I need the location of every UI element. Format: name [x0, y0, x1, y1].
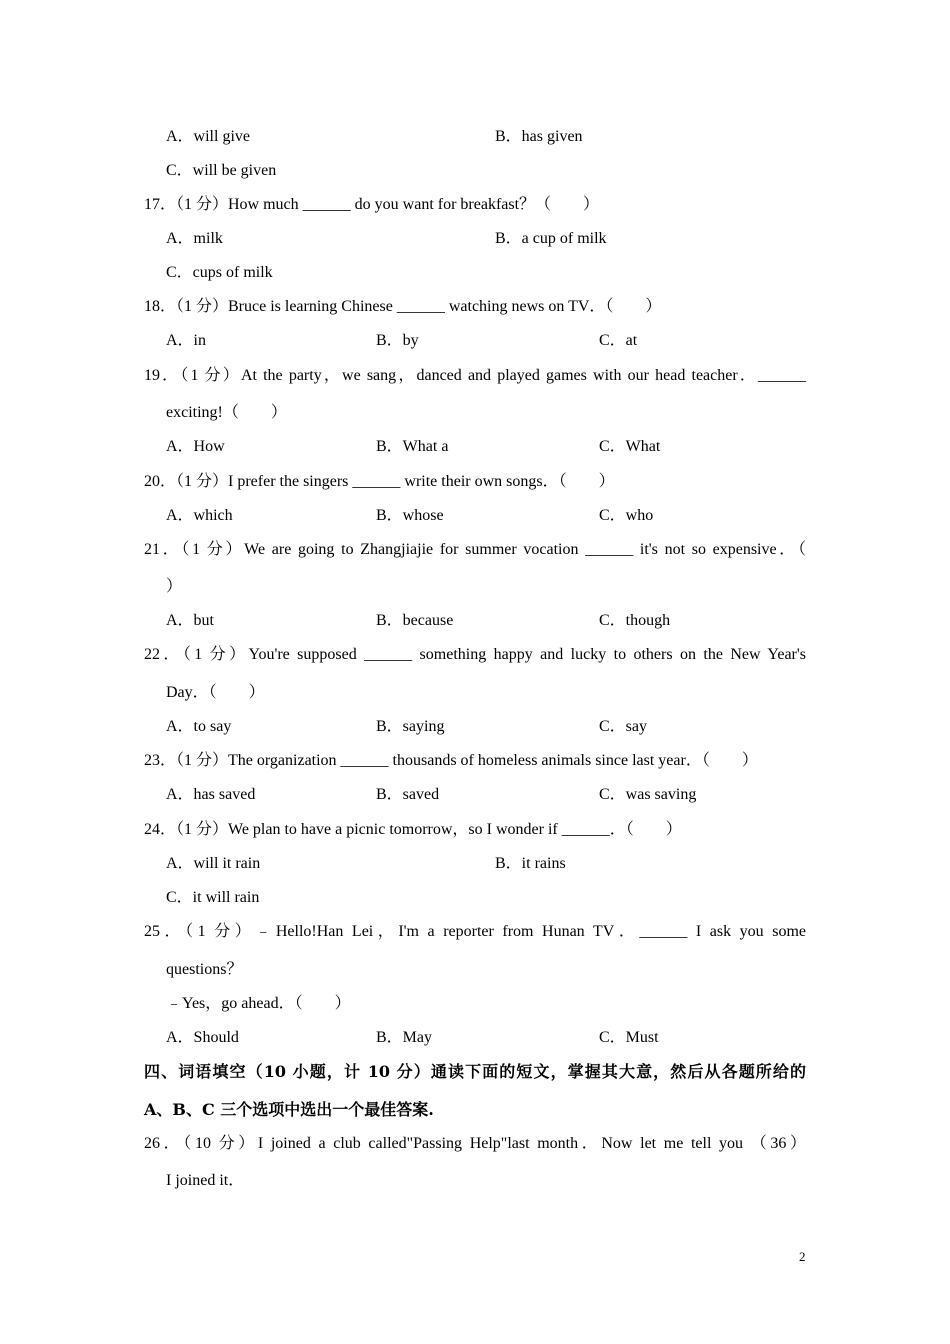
q23-option-a[interactable]: A．has saved: [166, 786, 256, 803]
q20-option-b[interactable]: B．whose: [376, 507, 444, 524]
q21-option-b[interactable]: B．because: [376, 612, 454, 629]
q24-option-c[interactable]: C．it will rain: [166, 889, 260, 906]
question-19-continued: exciting!（ ）: [166, 404, 287, 421]
q18-option-c[interactable]: C．at: [599, 332, 638, 349]
question-22-continued: Day．（ ）: [166, 684, 265, 701]
q18-option-a[interactable]: A．in: [166, 332, 207, 349]
q19-option-c[interactable]: C．What: [599, 438, 661, 455]
question-21-continued: ）: [166, 578, 183, 595]
question-26-continued: I joined it．: [166, 1172, 245, 1189]
q24-option-a[interactable]: A．will it rain: [166, 855, 261, 872]
question-25-continued: questions？: [166, 961, 243, 978]
q19-option-b[interactable]: B．What a: [376, 438, 449, 455]
q17-option-a[interactable]: A．milk: [166, 230, 223, 247]
q20-option-c[interactable]: C．who: [599, 507, 654, 524]
question-19: 19．（1 分）At the party，we sang，danced and played games with our head teacher．______: [144, 367, 806, 384]
q18-option-b[interactable]: B．by: [376, 332, 419, 349]
question-25-reply: ﹣Yes，go ahead．（ ）: [166, 995, 351, 1012]
q24-option-b[interactable]: B．it rains: [495, 855, 566, 872]
q17-option-b[interactable]: B．a cup of milk: [495, 230, 607, 247]
section-4-heading: 四、词语填空（10 小题，计 10 分）通读下面的短文，掌握其大意，然后从各题所给的: [144, 1062, 806, 1081]
q25-option-a[interactable]: A．Should: [166, 1029, 239, 1046]
q23-option-c[interactable]: C．was saving: [599, 786, 697, 803]
q21-option-c[interactable]: C．though: [599, 612, 671, 629]
q25-option-b[interactable]: B．May: [376, 1029, 433, 1046]
question-25: 25．（1 分）﹣Hello!Han Lei，I'm a reporter from Hunan TV．______ I ask you some: [144, 923, 806, 940]
q17-option-c[interactable]: C．cups of milk: [166, 264, 273, 281]
q16-option-b[interactable]: B．has given: [495, 128, 583, 145]
q16-option-c[interactable]: C．will be given: [166, 162, 277, 179]
question-18: 18．（1 分）Bruce is learning Chinese ______ watching news on TV．（ ）: [144, 298, 662, 315]
question-21: 21．（1 分）We are going to Zhangjiajie for summer vocation ______ it's not so expensive．（: [144, 541, 806, 558]
q22-option-a[interactable]: A．to say: [166, 718, 232, 735]
q25-option-c[interactable]: C．Must: [599, 1029, 659, 1046]
q22-option-c[interactable]: C．say: [599, 718, 648, 735]
question-22: 22．（1 分）You're supposed ______ something happy and lucky to others on the New Year's: [144, 646, 806, 663]
question-26: 26．（10 分）I joined a club called"Passing Help"last month．Now let me tell you （36）: [144, 1135, 806, 1152]
section-4-heading-continued: A、B、C 三个选项中选出一个最佳答案.: [144, 1100, 434, 1119]
q20-option-a[interactable]: A．which: [166, 507, 233, 524]
question-17: 17．（1 分）How much ______ do you want for breakfast？（ ）: [144, 196, 600, 213]
q22-option-b[interactable]: B．saying: [376, 718, 445, 735]
page-number: 2: [799, 1249, 806, 1264]
q16-option-a[interactable]: A．will give: [166, 128, 250, 145]
q23-option-b[interactable]: B．saved: [376, 786, 440, 803]
question-23: 23．（1 分）The organization ______ thousands of homeless animals since last year．（ ）: [144, 752, 758, 769]
question-24: 24．（1 分）We plan to have a picnic tomorrow，so I wonder if ______．（ ）: [144, 821, 682, 838]
question-20: 20．（1 分）I prefer the singers ______ write their own songs．（ ）: [144, 473, 615, 490]
q19-option-a[interactable]: A．How: [166, 438, 225, 455]
q21-option-a[interactable]: A．but: [166, 612, 215, 629]
